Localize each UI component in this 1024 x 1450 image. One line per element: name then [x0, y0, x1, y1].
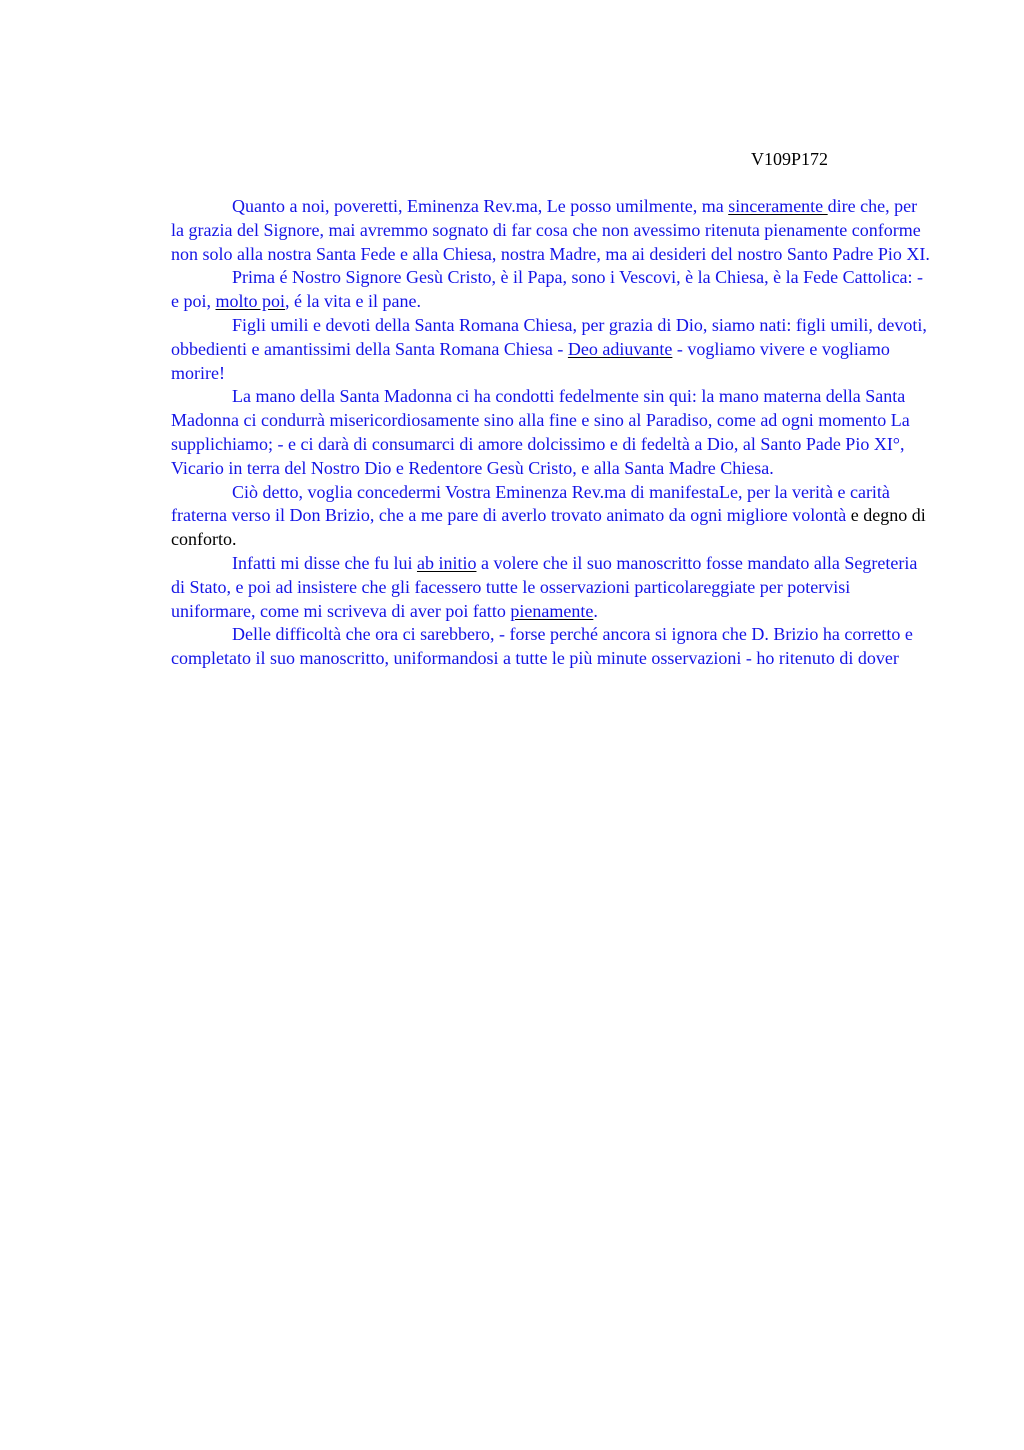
underlined-ab-initio: ab initio — [416, 552, 477, 573]
underlined-sinceramente: sinceramente — [728, 196, 828, 216]
paragraph-2-text-end: , é la vita e il pane. — [285, 291, 421, 312]
paragraph-6 — [171, 552, 931, 623]
paragraph-6-text-end: . — [593, 600, 598, 621]
paragraph-5 — [171, 481, 931, 552]
paragraph-5-text-start: Ciò detto, voglia concedermi Vostra Eminenza Rev.ma di manifestaLe, per la verità e carità fraterna verso il Don Brizio, che a me pare di averlo trovato animato da ogni migliore volontà — [171, 481, 890, 526]
underlined-molto-poi: molto poi — [215, 291, 286, 312]
paragraph-4 — [171, 385, 931, 480]
paragraph-3 — [171, 314, 931, 385]
paragraph-7-text: Delle difficoltà che ora ci sarebbero, - forse perché ancora si ignora che D. Brizio ha corretto e completato il suo manoscritto, uniformandosi a tutte le più minute osservazioni - ho ritenuto di dover — [171, 624, 913, 669]
paragraph-3-text-end: - vogliamo vivere e vogliamo morire! — [171, 338, 890, 383]
paragraph-1 — [171, 195, 931, 266]
paragraph-6-text-start: Infatti mi disse che fu lui — [232, 552, 417, 573]
underlined-pienamente: pienamente — [510, 600, 594, 621]
page-identifier: V109P172 — [751, 149, 829, 169]
paragraph-3-text-start: Figli umili e devoti della Santa Romana Chiesa, per grazia di Dio, siamo nati: figli umili, devoti, obbedienti e amantissimi della Santa Romana Chiesa - — [171, 314, 927, 359]
paragraph-6-text-middle: a volere che il suo manoscritto fosse mandato alla Segreteria di Stato, e poi ad insistere che gli facessero tutte le osservazioni particolareggiate per potervisi uniformare, come mi scriveva di aver poi fatto — [171, 552, 918, 621]
paragraph-7 — [171, 623, 931, 671]
paragraph-4-text: La mano della Santa Madonna ci ha condotti fedelmente sin qui: la mano materna della Santa Madonna ci condurrà misericordiosamente sino alla fine e sino al Paradiso, come ad ogni momento La supplichiamo; - e ci darà di consumarci di amore dolcissimo e di fedeltà a Dio, al Santo Pade Pio XI°, Vicario in terra del Nostro Dio e Redentore Gesù Cristo, e alla Santa Madre Chiesa. — [171, 386, 910, 478]
paragraph-2-text-start: Prima é Nostro Signore Gesù Cristo, è il Papa, sono i Vescovi, è la Chiesa, è la Fede Cattolica: - e poi, — [171, 267, 924, 312]
paragraph-1-text-start: Quanto a noi, poveretti, Eminenza Rev.ma, Le posso umilmente, ma — [232, 196, 729, 216]
letter-body — [171, 195, 931, 671]
paragraph-1-text-end: dire che, per la grazia del Signore, mai avremmo sognato di far cosa che non avessimo ritenuta pienamente conforme non solo alla nostra Santa Fede e alla Chiesa, nostra Madre, ma ai desideri del nostro Santo Padre Pio XI. — [171, 196, 930, 264]
paragraph-5-black-text: e degno di conforto. — [171, 505, 926, 550]
paragraph-2 — [171, 266, 931, 314]
underlined-deo-adiuvante: Deo adiuvante — [567, 338, 673, 359]
